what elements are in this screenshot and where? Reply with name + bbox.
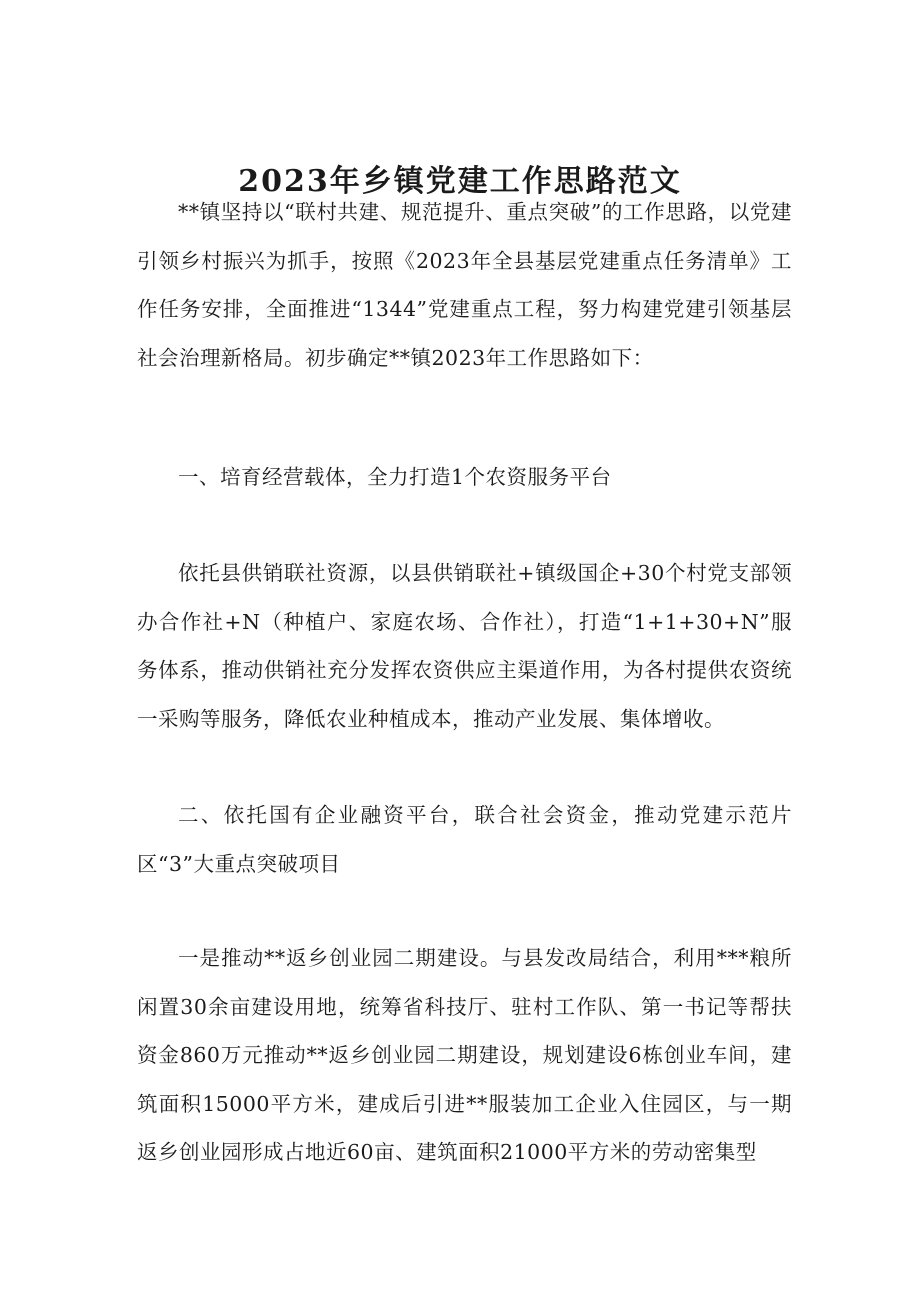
section-1-paragraph: 依托县供销联社资源，以县供销联社+镇级国企+30个村党支部领办合作社+N（种植户、家庭农场、合作社），打造“1+1+30+N”服务体系，推动供销社充分发挥农资供应主渠道作用，为各村提供农资统一采购等服务，降低农业种植成本，推动产业发展、集体增收。 xyxy=(137,561,792,731)
intro-paragraph: **镇坚持以“联村共建、规范提升、重点突破”的工作思路，以党建引领乡村振兴为抓手，按照《2023年全县基层党建重点任务清单》工作任务安排，全面推进“1344”党建重点工程，努力构建党建引领基层社会治理新格局。初步确定**镇2023年工作思路如下： xyxy=(137,200,792,370)
section-heading-2: 二、依托国有企业融资平台，联合社会资金，推动党建示范片区“3”大重点突破项目 xyxy=(137,803,792,876)
document-title: 2023年乡镇党建工作思路范文 xyxy=(238,164,682,200)
section-2-paragraph: 一是推动**返乡创业园二期建设。与县发改局结合，利用***粮所闲置30余亩建设用地，统筹省科技厅、驻村工作队、第一书记等帮扶资金860万元推动**返乡创业园二期建设，规划建设6栋创业车间，建筑面积15000平方米，建成后引进**服装加工企业入住园区，与一期返乡创业园形成占地近60亩、建筑面积21000平方米的劳动密集型 xyxy=(137,946,792,1164)
section-heading-1: 一、培育经营载体，全力打造1个农资服务平台 xyxy=(178,465,612,489)
